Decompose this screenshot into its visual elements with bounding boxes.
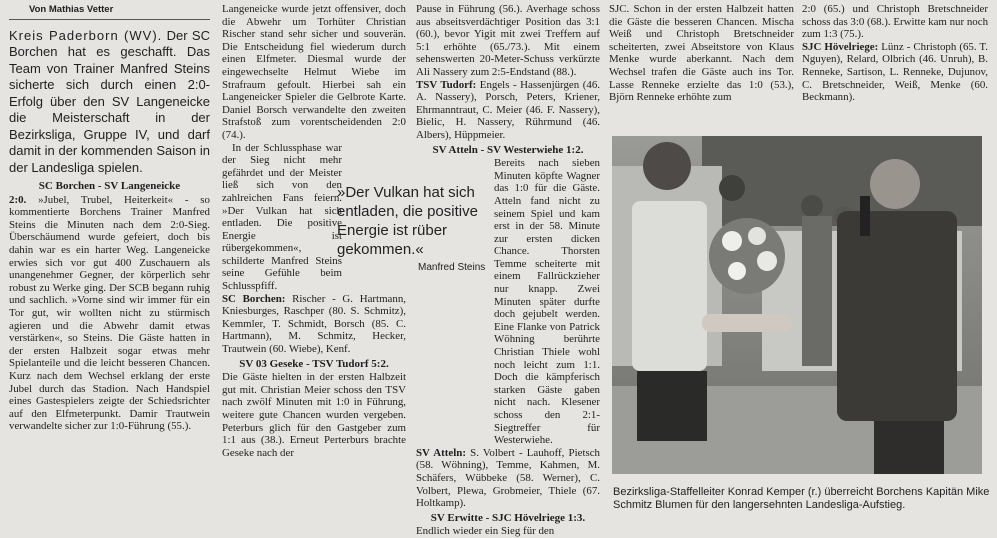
article-paragraph: Endlich wieder ein Sieg für den [416, 525, 555, 538]
team-players: Lünz - Christoph (65. T. Nguyen), Relard, Olbrich (46. Unruh), B. Renneke, Sartison, L. Renneke, Dujunov, C. Bretschneider, Weiß, Menke (60. Beckmann). [802, 40, 988, 104]
news-photo [612, 136, 982, 474]
lead-paragraph [9, 28, 210, 177]
paragraph-text: »Jubel, Trubel, Heiterkeit« - so kommentierte Borchens Trainer Manfred Steins die Minuten nach dem 2:0-Sieg. Überschäumend wurde gefeiert, doch bis dahin war es ein harter Weg. Langeneicke erwies sich vor gut 400 Zuschauern als unangenehmer Gegner, der körperlich sehr robust zu Werke ging. Der SCB begann ruhig und sachlich. »Vorne sind wir immer für ein Tor gut, wir wollten nicht zu stürmisch agieren und die Abwehr damit etwas verstärken«, so Steins. Die Gäste hatten in der ersten Halbzeit sogar etwas mehr Spielanteile und die leicht besseren Chancen. Kurz nach dem Wechsel erklang der erste Jubel durch das Stadion. Nach Handspiel eines Gastespielers zeigte der Schiedsrichter auf den Elfmeterpunkt. Damir Trautwein verwandelte sicher zur 1:0-Führung (55.). [9, 193, 210, 433]
team-players: Engels - Hassenjürgen (46. A. Nassery), Porsch, Peters, Kriener, Ehrmanntraut, C. Meier (46. F. Nassery), Bielic, H. Nassery, Rührmund (46. Albers), Hüppmeier. [416, 78, 600, 141]
pull-quote: »Der Vulkan hat sich entladen, die positive Energie ist rüber gekommen.« [337, 184, 478, 258]
team-label: TSV Tudorf: [416, 78, 477, 91]
article-paragraph [9, 194, 210, 433]
column-5 [802, 3, 988, 104]
photo-caption: Bezirksliga-Staffelleiter Konrad Kemper (r.) überreicht Borchens Kapitän Mike Schmitz Blumen für den langersehnten Landesliga-Aufstieg. [613, 486, 990, 511]
team-label: SV Atteln: [416, 446, 466, 459]
lead-text: Der SC Borchen hat es geschafft. Das Team von Trainer Manfred Steins sicherte sich durch einen 2:0-Erfolg über den SV Langeneicke die Meisterschaft in der Bezirksliga, Gruppe IV, und darf damit in der kommenden Saison in der Landesliga spielen. [9, 27, 210, 175]
team-label: SJC Hövelriege: [802, 40, 879, 53]
team-players: Rischer - G. Hartmann, Kniesburges, Raschper (80. S. Schmitz), Kemmler, T. Schmidt, Borsch (85. C. Hartmann), M. Schmitz, Hecker, Trautwein (60. Wiebe), Kenf. [222, 292, 406, 356]
article-paragraph: In der Schlussphase war der Sieg nicht mehr gefährdet und der Meister ließ sich von den zahlreichen Fans feiern. »Der Vulkan hat sich entladen. Die positive Energie ist rübergekommen«, schilderte Manfred Steins seine Gefühle beim Schlusspfiff. [222, 141, 342, 293]
match-heading-atteln: SV Atteln - SV Westerwiehe 1:2. [432, 143, 584, 156]
article-paragraph: 2:0 (65.) und Christoph Bretschneider schoss das 3:0 (68.). Erwitte kam nur noch zum 1:3 (75.). [802, 3, 989, 41]
article-paragraph: Bereits nach sieben Minuten köpfte Wagner das 1:0 für die Gäste. Atteln fand nicht zu seinem Spiel und kam erst in der 58. Minute zur ersten dicken Chance. Thorsten Temme scheiterte mit einem Fallrückzieher nur knapp. Zwei Minuten später durfte doch gejubelt werden. Eine Flanke von Patrick Wöhning berührte Christian Thiele wohl noch leicht zum 1:1. Doch die kämpferisch starken Gäste gaben nicht nach. Klesener schoss den 2:1-Siegtreffer für Westerwiehe. [494, 157, 600, 447]
match-heading-geseke: SV 03 Geseke - TSV Tudorf 5:2. [239, 357, 389, 370]
team-lineup [416, 79, 600, 142]
column-4 [609, 3, 794, 104]
quote-author: Manfred Steins [418, 262, 486, 273]
article-paragraph: SJC. Schon in der ersten Halbzeit hatten die Gäste die besseren Chancen. Mischa Weiß und Christoph Bretschneider scheiterten, zwei Abseitstore von Klaus Menke wurde aberkannt. Nach dem Wechsel trafen die Gäste auch ins Tor. Lasse Renneke erzielte das 1:0 (53.), Björn Renneke erhöhte zum [609, 3, 794, 104]
match-heading-borchen: SC Borchen - SV Langeneicke [38, 180, 181, 193]
team-label: SC Borchen: [222, 292, 286, 305]
team-players: S. Volbert - Lauhoff, Pietsch (58. Wöhning), Temme, Kahmen, M. Schäfers, Wübbeke (58. Werner), C. Volbert, Plewa, Grobmeier, Thiele (67. Holtkamp). [416, 446, 600, 510]
photo-illustration [612, 136, 982, 474]
column-1 [9, 3, 210, 433]
match-heading-erwitte: SV Erwitte - SJC Hövelriege 1:3. [430, 511, 586, 524]
article-paragraph: Die Gäste hielten in der ersten Halbzeit gut mit. Christian Meier schoss den TSV nach zwölf Minuten mit 1:0 in Führung, weitere gute Chancen wurden vergeben. Peterburs glich für den Gastgeber zum 1:1 aus (38.). Erneut Perterburs brachte Geseke nach der [222, 371, 406, 459]
lead-kicker: Kreis Paderborn (WV). [9, 27, 163, 43]
article-paragraph: Langeneicke wurde jetzt offensiver, doch die Abwehr um Torhüter Christian Rischer stand sehr sicher und souverän. Die Entscheidung fiel wiederum durch einen Elfmeter. Diesmal wurde der eingewechselte Helmut Wiebe im Strafraum gefoult. Hierbei sah ein Langeneicker Spieler die Gelbrote Karte. Daniel Borsch verwandelte den zweiten Strafstoß zum vorentscheidenden 2:0 (74.). [222, 3, 406, 141]
column-3 [416, 3, 600, 538]
team-lineup [802, 41, 988, 104]
article-paragraph: Pause in Führung (56.). Averhage schoss aus abseitsverdächtiger Position das 3:1 (60.), bevor Yigit mit zwei Treffern auf 5:1 erhöhte (65./73.). Mit einem sehenswerten 20-Meter-Schuss verkürzte Ali Nassery zum 2:5-Endstand (88.). [416, 3, 600, 78]
team-lineup [222, 293, 406, 356]
team-lineup [416, 447, 600, 510]
author-line: Von Mathias Vetter [9, 3, 210, 20]
match-score: 2:0. [9, 193, 27, 206]
